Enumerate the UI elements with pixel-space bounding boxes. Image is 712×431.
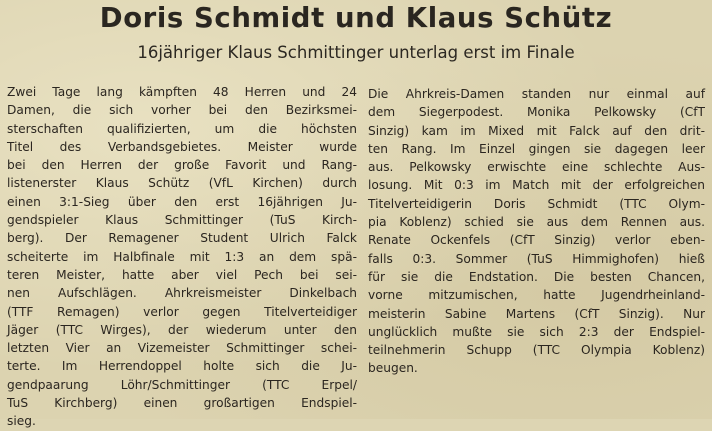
text-line: falls 0:3. Sommer (TuS Himmighofen) hieß bbox=[368, 251, 705, 266]
text-line: vorne mitzumischen, hatte Jugendrheinland- bbox=[368, 288, 705, 303]
text-line: sieg. bbox=[7, 414, 36, 429]
text-line: berg). Der Remagener Student Ulrich Falck bbox=[7, 231, 357, 246]
text-line: scheiterte im Halbfinale mit 1:3 an dem spä- bbox=[7, 249, 357, 264]
text-line: bei den Herren der große Favorit und Rang- bbox=[7, 158, 357, 173]
text-line: Sinzig) kam im Mixed mit Falck auf den drit- bbox=[368, 123, 705, 138]
article-column-right bbox=[368, 85, 705, 378]
text-line: für sie die Endstation. Die besten Chancen, bbox=[368, 269, 705, 284]
text-line: Zwei Tage lang kämpften 48 Herren und 24 bbox=[7, 85, 357, 99]
text-line: (TTF Remagen) verlor gegen Titelverteidiger bbox=[7, 304, 357, 319]
text-line: Jäger (TTC Wirges), der wiederum unter den bbox=[7, 322, 357, 337]
text-line: gendspieler Klaus Schmittinger (TuS Kirch- bbox=[7, 213, 357, 228]
text-line: Titel des Verbandsgebietes. Meister wurde bbox=[7, 139, 357, 154]
text-line: Renate Ockenfels (CfT Sinzig) verlor eben- bbox=[368, 233, 705, 248]
text-line: beugen. bbox=[368, 361, 418, 376]
article-column-left bbox=[7, 83, 357, 431]
text-line: listenerster Klaus Schütz (VfL Kirchen) durch bbox=[7, 176, 357, 191]
text-line: teren Meister, hatte aber viel Pech bei sei- bbox=[7, 267, 357, 282]
text-line: ten Rang. Im Einzel gingen sie dagegen leer bbox=[368, 141, 705, 156]
text-line: pia Koblenz) schied sie aus dem Rennen aus. bbox=[368, 215, 705, 230]
text-line: Titelverteidigerin Doris Schmidt (TTC Olym- bbox=[368, 196, 705, 211]
text-line: einen 3:1-Sieg über den erst 16jährigen Ju- bbox=[7, 194, 357, 209]
text-line: sterschaften qualifizierten, um die höchsten bbox=[7, 121, 357, 136]
text-line: dem Siegerpodest. Monika Pelkowsky (CfT bbox=[368, 105, 705, 120]
text-line: aus. Pelkowsky erwischte eine schlechte Aus- bbox=[368, 160, 705, 175]
text-line: letzten Vier an Vizemeister Schmittinger schei- bbox=[7, 341, 357, 356]
text-line: losung. Mit 0:3 im Match mit der erfolgreichen bbox=[368, 178, 705, 193]
text-line: gendpaarung Löhr/Schmittinger (TTC Erpel/ bbox=[7, 377, 357, 392]
text-line: terte. Im Herrendoppel holte sich die Ju- bbox=[7, 359, 357, 374]
text-line: Die Ahrkreis-Damen standen nur einmal auf bbox=[368, 87, 705, 101]
text-line: teilnehmerin Schupp (TTC Olympia Koblenz) bbox=[368, 343, 705, 358]
text-line: TuS Kirchberg) einen großartigen Endspiel- bbox=[7, 396, 357, 411]
subheadline: 16jähriger Klaus Schmittinger unterlag erst im Finale bbox=[137, 43, 575, 62]
text-line: unglücklich mußte sie sich 2:3 der Endspiel- bbox=[368, 324, 705, 339]
headline: Doris Schmidt und Klaus Schütz bbox=[99, 2, 613, 34]
text-line: meisterin Sabine Martens (CfT Sinzig). Nur bbox=[368, 306, 705, 321]
text-line: Damen, die sich vorher bei den Bezirksmei- bbox=[7, 103, 357, 118]
text-line: nen Aufschlägen. Ahrkreismeister Dinkelbach bbox=[7, 286, 357, 301]
